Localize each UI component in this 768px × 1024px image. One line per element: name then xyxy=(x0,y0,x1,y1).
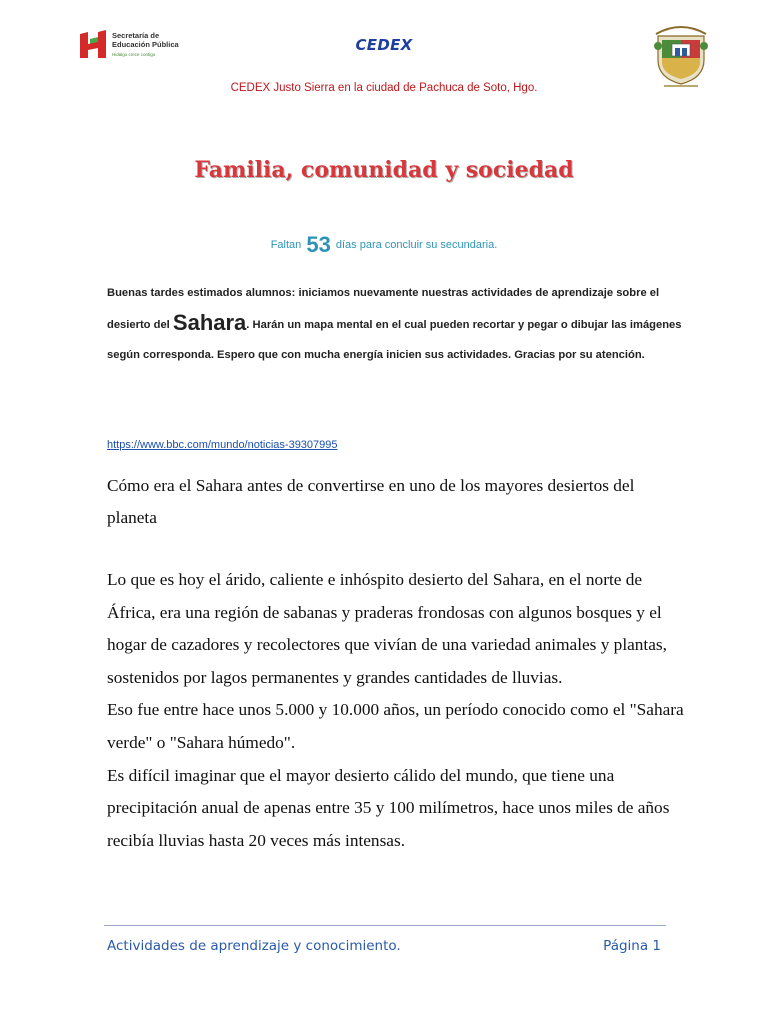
school-seal-icon xyxy=(650,22,712,90)
school-location-subtitle: CEDEX Justo Sierra en la ciudad de Pachuca de Soto, Hgo. xyxy=(230,82,538,94)
countdown-days: 53 xyxy=(306,232,331,257)
logo-line-1: Secretaría de xyxy=(112,31,160,40)
countdown-line xyxy=(0,232,768,258)
article-body xyxy=(107,564,685,857)
countdown-prefix: Faltan xyxy=(270,239,302,251)
intro-paragraph xyxy=(107,278,692,370)
article-paragraph-2: Eso fue entre hace unos 5.000 y 10.000 años, un período conocido como el "Sahara verde" o "Sahara húmedo". xyxy=(107,700,684,752)
intro-text-2: . Harán un mapa mental en el cual pueden recortar y pegar o dibujar las imágenes según corresponda. Espero que con mucha energía inicien sus actividades. Gracias por su atención. xyxy=(107,319,682,361)
footer-divider xyxy=(104,925,666,926)
logo-line-2: Educación Pública xyxy=(112,40,179,49)
header-title: CEDEX xyxy=(355,36,413,54)
article-paragraph-3: Es difícil imaginar que el mayor desierto cálido del mundo, que tiene una precipitación anual de apenas entre 35 y 100 milímetros, hace unos miles de años recibía lluvias hasta 20 veces más intensas. xyxy=(107,765,670,850)
countdown-suffix: días para concluir su secundaria. xyxy=(335,239,498,251)
page-number: Página 1 xyxy=(603,938,661,954)
article-paragraph-1: Lo que es hoy el árido, caliente e inhóspito desierto del Sahara, en el norte de África, era una región de sabanas y praderas frondosas con algunos bosques y el hogar de cazadores y recolectores que vivían de una variedad animales y plantas, sostenidos por lagos permanentes y grandes cantidades de lluvias. xyxy=(107,570,667,687)
footer-caption: Actividades de aprendizaje y conocimiento. xyxy=(107,938,401,954)
bbc-article-link[interactable]: https://www.bbc.com/mundo/noticias-39307995 xyxy=(107,439,338,451)
intro-text-1: Buenas tardes estimados alumnos: iniciamos nuevamente nuestras actividades de aprendizaje sobre el desierto del xyxy=(107,287,660,331)
logo-tagline: Hidalgo crece contigo xyxy=(112,52,156,57)
document-title: Familia, comunidad y sociedad xyxy=(194,157,574,183)
intro-highlight: Sahara xyxy=(172,310,247,335)
article-heading: Cómo era el Sahara antes de convertirse en uno de los mayores desiertos del planeta xyxy=(107,476,635,527)
